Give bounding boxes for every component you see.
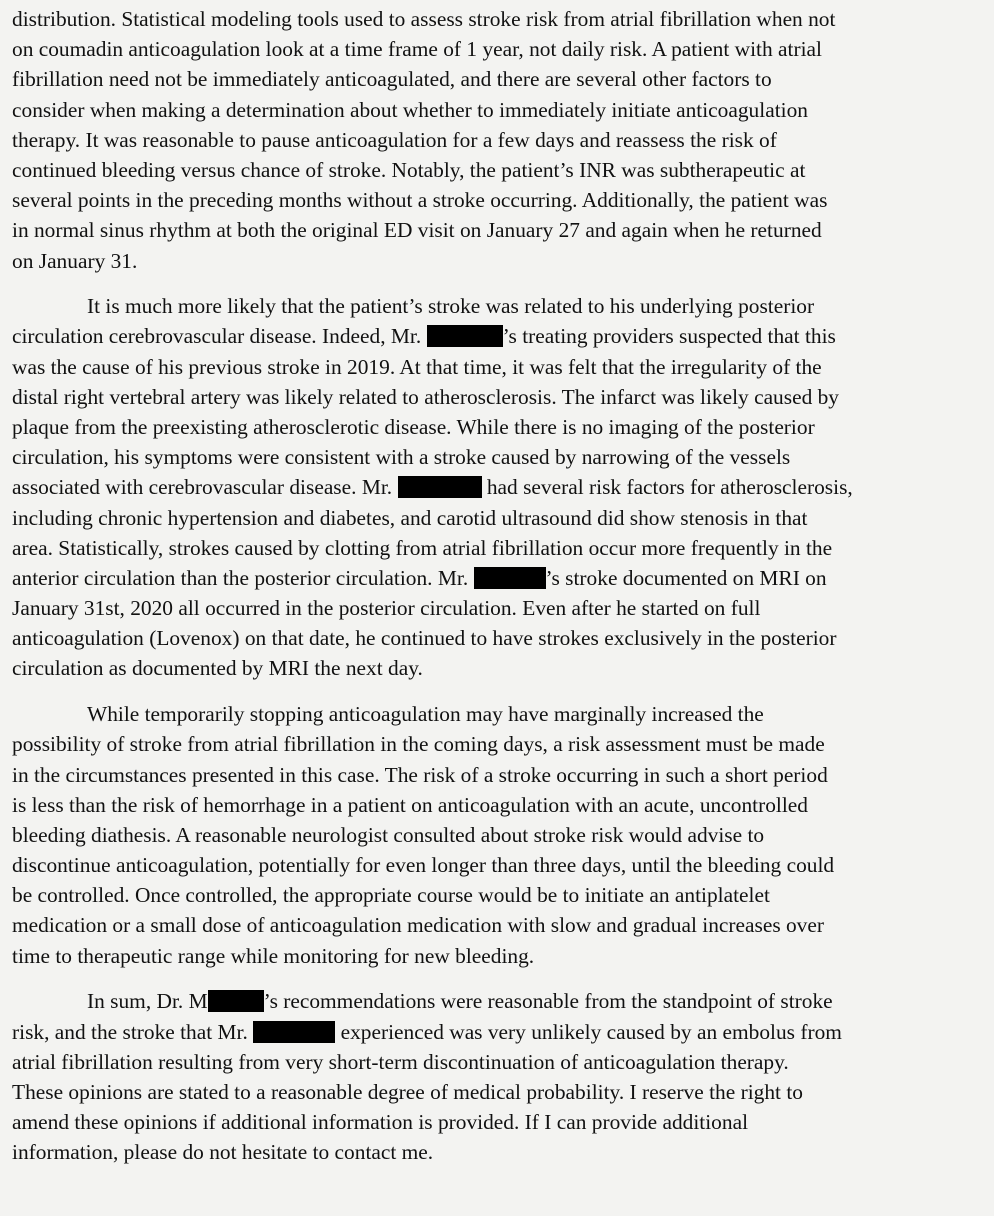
text-segment: experienced was very unlikely caused by an embolus from [340, 1019, 842, 1044]
paragraph-2 [12, 291, 984, 683]
text-line: bleeding diathesis. A reasonable neurologist consulted about stroke risk would advise to [12, 822, 765, 847]
text-line: These opinions are stated to a reasonable degree of medical probability. I reserve the right to [12, 1079, 803, 1104]
text-line: plaque from the preexisting atherosclerotic disease. While there is no imaging of the posterior [12, 414, 815, 439]
text-line [12, 321, 984, 351]
text-segment: had several risk factors for atherosclerosis, [486, 475, 853, 500]
text-line: was the cause of his previous stroke in 2019. At that time, it was felt that the irregularity of the [12, 354, 822, 379]
text-line: distribution. Statistical modeling tools used to assess stroke risk from atrial fibrillation when not [12, 7, 836, 31]
text-segment: ’s stroke documented on MRI on [545, 565, 827, 590]
text-line: atrial fibrillation resulting from very short-term discontinuation of anticoagulation therapy. [12, 1049, 789, 1074]
text-line: be controlled. Once controlled, the appropriate course would be to initiate an antiplatelet [12, 883, 770, 908]
text-line: on January 31. [12, 248, 138, 273]
text-line: distal right vertebral artery was likely related to atherosclerosis. The infarct was likely caused by [12, 384, 840, 409]
text-segment: ’s recommendations were reasonable from the standpoint of stroke [263, 989, 833, 1014]
redaction-box [398, 476, 482, 498]
text-segment: anterior circulation than the posterior circulation. Mr. [12, 565, 469, 590]
text-line: is less than the risk of hemorrhage in a patient on anticoagulation with an acute, uncontrolled [12, 792, 808, 817]
text-line: fibrillation need not be immediately anticoagulated, and there are several other factors to [12, 67, 772, 92]
text-segment: circulation cerebrovascular disease. Indeed, Mr. [12, 324, 422, 349]
text-line: While temporarily stopping anticoagulation may have marginally increased the [87, 702, 764, 727]
text-segment: risk, and the stroke that Mr. [12, 1019, 248, 1044]
text-segment: ’s treating providers suspected that this [502, 324, 836, 349]
text-line: time to therapeutic range while monitoring for new bleeding. [12, 943, 535, 968]
paragraph-3 [12, 699, 984, 971]
text-line: medication or a small dose of anticoagulation medication with slow and gradual increases over [12, 913, 824, 938]
text-line: on coumadin anticoagulation look at a time frame of 1 year, not daily risk. A patient with atrial [12, 37, 822, 62]
text-line: consider when making a determination about whether to immediately initiate anticoagulation [12, 97, 808, 122]
text-line: discontinue anticoagulation, potentially for even longer than three days, until the bleeding could [12, 853, 835, 878]
text-line: circulation as documented by MRI the next day. [12, 656, 423, 681]
text-line: information, please do not hesitate to contact me. [12, 1140, 434, 1165]
text-segment: associated with cerebrovascular disease. Mr. [12, 475, 393, 500]
text-line [12, 563, 984, 593]
redaction-box [253, 1021, 335, 1043]
text-line: circulation, his symptoms were consistent with a stroke caused by narrowing of the vessels [12, 445, 791, 470]
paragraph-1 [12, 4, 984, 276]
text-segment: In sum, Dr. M [87, 989, 208, 1014]
text-line: anticoagulation (Lovenox) on that date, he continued to have strokes exclusively in the posterior [12, 626, 837, 651]
redaction-box [427, 325, 503, 347]
text-line: It is much more likely that the patient’s stroke was related to his underlying posterior [87, 294, 815, 319]
text-line: amend these opinions if additional information is provided. If I can provide additional [12, 1110, 749, 1135]
redaction-box [474, 567, 546, 589]
text-line: several points in the preceding months without a stroke occurring. Additionally, the patient was [12, 188, 828, 213]
text-line [12, 1017, 984, 1047]
text-line: continued bleeding versus chance of stroke. Notably, the patient’s INR was subtherapeutic at [12, 157, 806, 182]
text-line: area. Statistically, strokes caused by clotting from atrial fibrillation occur more frequently in the [12, 535, 833, 560]
text-line: possibility of stroke from atrial fibrillation in the coming days, a risk assessment must be made [12, 732, 825, 757]
text-line: therapy. It was reasonable to pause anticoagulation for a few days and reassess the risk of [12, 127, 777, 152]
text-line: in the circumstances presented in this case. The risk of a stroke occurring in such a short period [12, 762, 828, 787]
text-line [12, 472, 984, 502]
text-line [12, 986, 984, 1016]
paragraph-4 [12, 986, 984, 1167]
text-line: including chronic hypertension and diabetes, and carotid ultrasound did show stenosis in that [12, 505, 808, 530]
text-line: January 31st, 2020 all occurred in the posterior circulation. Even after he started on full [12, 596, 761, 621]
redaction-box [208, 990, 264, 1012]
text-line: in normal sinus rhythm at both the original ED visit on January 27 and again when he returned [12, 218, 822, 243]
